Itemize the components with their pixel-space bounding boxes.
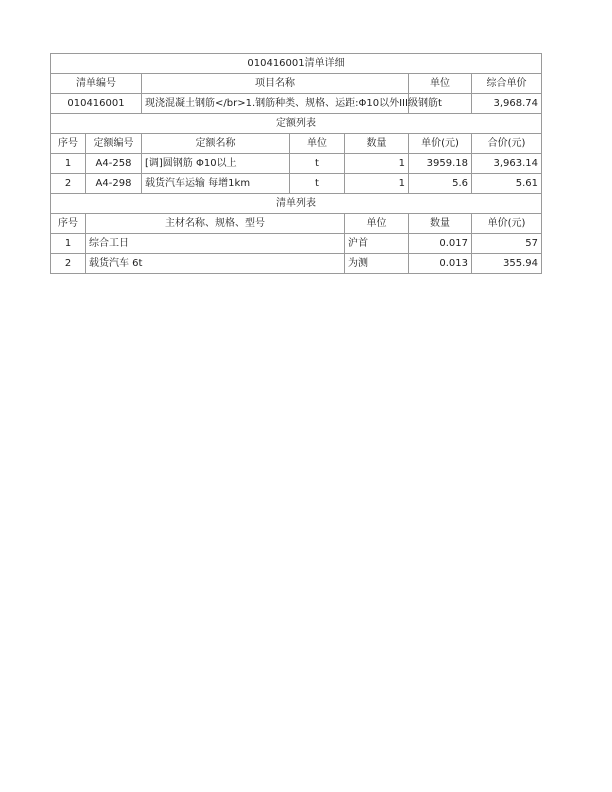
col-header-name: 项目名称: [142, 74, 409, 94]
materials-row: [51, 234, 542, 254]
quota-header-row: [51, 134, 542, 154]
quota-code: A4-258: [86, 154, 142, 174]
col-header-code: 清单编号: [51, 74, 142, 94]
quota-qty: 1: [345, 174, 409, 194]
materials-name: 载货汽车 6t: [86, 254, 345, 274]
item-name: 现浇混凝土钢筋</br>1.钢筋种类、规格、运距:Φ10以外III级钢筋: [142, 94, 409, 114]
materials-unit: 为测: [345, 254, 409, 274]
materials-col-unit-price: 单价(元): [472, 214, 542, 234]
title-row: [51, 54, 542, 74]
quota-row: [51, 174, 542, 194]
quota-total: 3,963.14: [472, 154, 542, 174]
quota-unit-price: 5.6: [409, 174, 472, 194]
quota-code: A4-298: [86, 174, 142, 194]
materials-row: [51, 254, 542, 274]
quota-unit-price: 3959.18: [409, 154, 472, 174]
materials-unit-price: 355.94: [472, 254, 542, 274]
sheet-title: 010416001清单详细: [51, 54, 542, 74]
materials-name: 综合工日: [86, 234, 345, 254]
col-header-unit: 单位: [409, 74, 472, 94]
materials-unit-price: 57: [472, 234, 542, 254]
quota-col-name: 定额名称: [142, 134, 290, 154]
bill-detail-table: [50, 53, 542, 274]
materials-col-qty: 数量: [409, 214, 472, 234]
quota-col-qty: 数量: [345, 134, 409, 154]
materials-qty: 0.017: [409, 234, 472, 254]
materials-unit: 沪首: [345, 234, 409, 254]
materials-section-title: 清单列表: [51, 194, 542, 214]
quota-section-row: [51, 114, 542, 134]
quota-row: [51, 154, 542, 174]
materials-header-row: [51, 214, 542, 234]
quota-col-unit-price: 单价(元): [409, 134, 472, 154]
quota-col-no: 序号: [51, 134, 86, 154]
item-unit: t: [409, 94, 472, 114]
quota-no: 2: [51, 174, 86, 194]
materials-qty: 0.013: [409, 254, 472, 274]
quota-no: 1: [51, 154, 86, 174]
materials-col-no: 序号: [51, 214, 86, 234]
materials-col-name: 主材名称、规格、型号: [86, 214, 345, 234]
item-header-row: [51, 74, 542, 94]
materials-section-row: [51, 194, 542, 214]
quota-col-code: 定额编号: [86, 134, 142, 154]
quota-section-title: 定额列表: [51, 114, 542, 134]
quota-name: 载货汽车运输 每增1km: [142, 174, 290, 194]
col-header-price: 综合单价: [472, 74, 542, 94]
quota-col-unit: 单位: [290, 134, 345, 154]
quota-name: [调]圆钢筋 Φ10以上: [142, 154, 290, 174]
quota-total: 5.61: [472, 174, 542, 194]
quota-col-total: 合价(元): [472, 134, 542, 154]
item-price: 3,968.74: [472, 94, 542, 114]
materials-no: 1: [51, 234, 86, 254]
quota-unit: t: [290, 174, 345, 194]
item-row: [51, 94, 542, 114]
materials-col-unit: 单位: [345, 214, 409, 234]
quota-unit: t: [290, 154, 345, 174]
item-code: 010416001: [51, 94, 142, 114]
quota-qty: 1: [345, 154, 409, 174]
materials-no: 2: [51, 254, 86, 274]
